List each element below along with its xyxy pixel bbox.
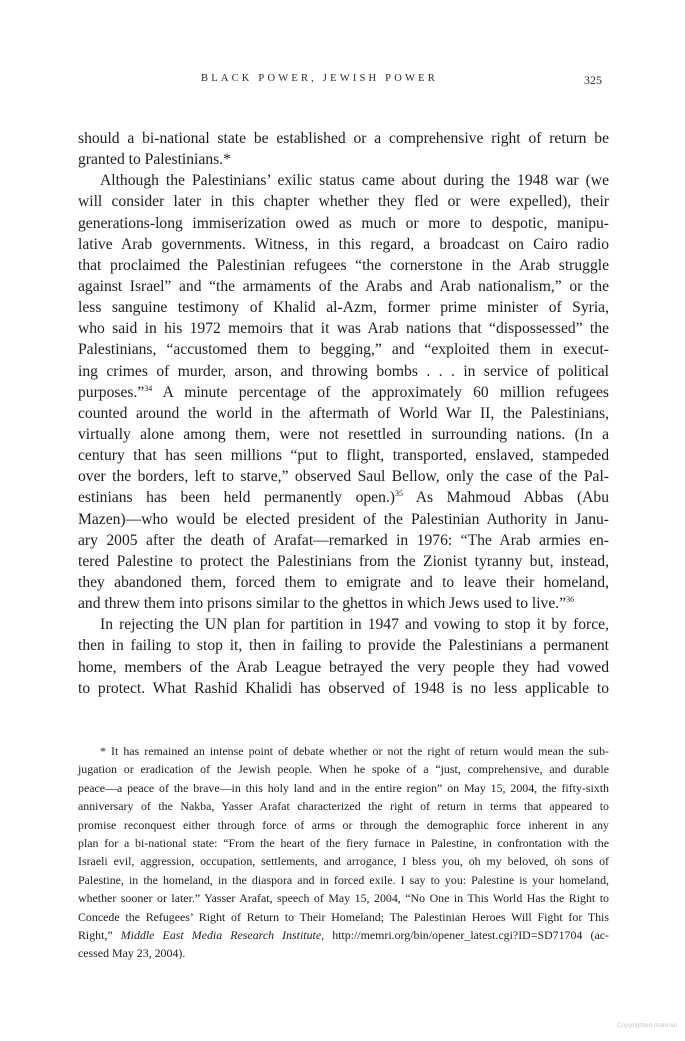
body-line-with-note-34 [78, 382, 609, 403]
running-head [0, 73, 685, 93]
footnote-line: peace—a peace of the brave—in this holy land and in the entire region” on May 15, 2004, the fifty-sixth [78, 780, 609, 795]
publication-title: Middle East Media Research Institute, [120, 927, 325, 942]
body-line: against Israel” and “the armaments of the Arabs and Arab nationalism,” or the [78, 277, 609, 295]
footnote-line-citation [78, 926, 609, 944]
body-line: virtually alone among them, were not resettled in surrounding nations. (In a [78, 425, 609, 443]
body-text-fragment: purposes.” [78, 383, 145, 401]
footnote-line: Israeli evil, aggression, occupation, settlements, and arrogance, I bless you, oh my beloved, oh sons of [78, 854, 609, 869]
body-line: who said in his 1972 memoirs that it was Arab nations that “dispossessed” the [78, 320, 609, 338]
body-line: they abandoned them, forced them to emigrate and to leave their homeland, [78, 573, 609, 591]
paragraph-start-line: Although the Palestinians’ exilic status came about during the 1948 war (we [100, 172, 609, 190]
body-line: ary 2005 after the death of Arafat—remarked in 1976: “The Arab armies en- [78, 531, 609, 549]
body-line: counted around the world in the aftermath of World War II, the Palestinians, [78, 404, 609, 422]
page-number: 325 [584, 73, 602, 87]
endnote-ref-34: 34 [144, 383, 153, 393]
body-text-fragment: As Mahmoud Abbas (Abu [415, 489, 609, 507]
paragraph-start-line: In rejecting the UN plan for partition in 1947 and vowing to stop it by force, [100, 616, 609, 634]
body-line: to protect. What Rashid Khalidi has observed of 1948 is no less applicable to [78, 679, 609, 697]
body-line: granted to Palestinians.* [78, 151, 231, 169]
footnote-line: plan for a bi-national state: “From the heart of the fiery furnace in Palestine, in confrontation with the [78, 835, 609, 850]
body-line: tered Palestine to protect the Palestinians from the Zionist tyranny but, instead, [78, 552, 609, 570]
footnote-line: jugation or eradication of the Jewish people. When he spoke of a “just, comprehensive, and durable [78, 762, 609, 777]
body-line: lative Arab governments. Witness, in this regard, a broadcast on Cairo radio [78, 235, 609, 253]
body-line: generations-long immiserization owed as much or more to despotic, manipu- [78, 214, 609, 232]
body-line-with-note-36 [78, 593, 609, 614]
body-line: home, members of the Arab League betrayed the very people they had vowed [78, 658, 609, 676]
footnote-line: Concede the Refugees’ Right of Return to Their Homeland; The Palestinian Heroes Will Fight for This [78, 909, 609, 924]
body-text-fragment: and threw them into prisons similar to the ghettos in which Jews used to live.” [78, 595, 567, 613]
endnote-ref-35: 35 [394, 489, 403, 499]
body-text-fragment: A minute percentage of the approximately 60 million refugees [162, 383, 609, 401]
body-line: less sanguine testimony of Khalid al-Azm, former prime minister of Syria, [78, 299, 609, 317]
body-line: century that has seen millions “put to flight, transported, enslaved, stampeded [78, 447, 609, 465]
body-line: should a bi-national state be established or a comprehensive right of return be [78, 130, 609, 147]
copyright-watermark: Copyrighted material [617, 1022, 677, 1029]
footnote-fragment: Right,” [78, 927, 113, 942]
footnote [78, 742, 609, 963]
footnote-line: promise reconquest either through force of arms or through the demographic force inherent in any [78, 817, 609, 832]
body-line: will consider later in this chapter whether they fled or were expelled), their [78, 193, 609, 211]
running-head-title: BLACK POWER, JEWISH POWER [201, 73, 438, 84]
body-text [78, 128, 609, 699]
body-line: over the borders, left to starve,” observed Saul Bellow, only the case of the Pal- [78, 468, 609, 486]
footnote-line: whether sooner or later.” Yasser Arafat, speech of May 15, 2004, “No One in This World Has the Right to [78, 891, 609, 906]
endnote-ref-36: 36 [566, 595, 575, 605]
body-line: ing crimes of murder, arson, and throwing bombs . . . in service of political [78, 362, 609, 380]
body-line: then in failing to stop it, then in failing to provide the Palestinians a permanent [78, 637, 609, 655]
citation-url: http://memri.org/bin/opener_latest.cgi?ID=SD71704 (ac- [332, 927, 609, 942]
body-text-fragment: estinians has been held permanently open.) [78, 489, 395, 507]
footnote-line: cessed May 23, 2004). [78, 946, 186, 961]
body-line: Mazen)—who would be elected president of the Palestinian Authority in Janu- [78, 510, 609, 528]
body-line-with-note-35 [78, 487, 609, 508]
body-line: that proclaimed the Palestinian refugees “the cornerstone in the Arab struggle [78, 256, 609, 274]
body-line: Palestinians, “accustomed them to begging,” and “exploited them in execut- [78, 341, 609, 359]
footnote-line: Palestine, in the homeland, in the diaspora and in forced exile. I say to you: Palestine is your homeland, [78, 872, 609, 887]
footnote-line: anniversary of the Nakba, Yasser Arafat characterized the right of return in terms that appeared to [78, 799, 609, 814]
footnote-line: * It has remained an intense point of debate whether or not the right of return would mean the sub- [100, 744, 609, 758]
